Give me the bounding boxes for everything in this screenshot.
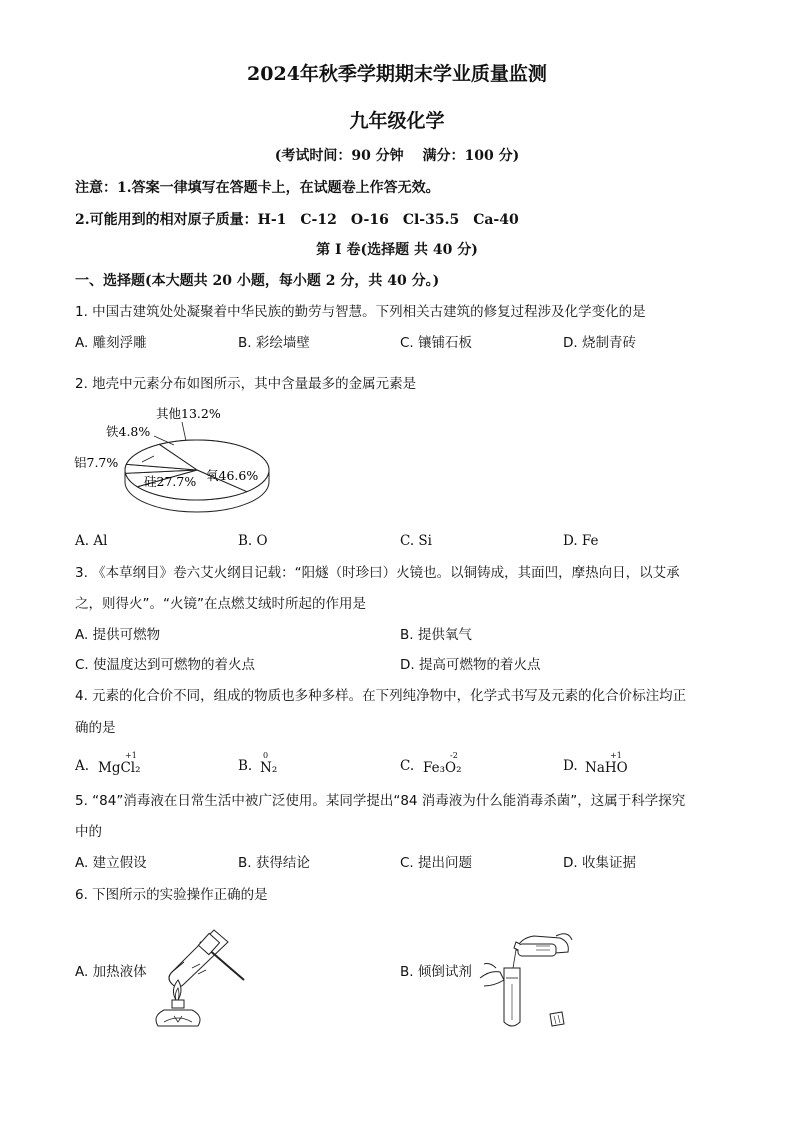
q4-d-valence: +1 (610, 751, 622, 760)
note-2: 2.可能用到的相对原子质量：H-1 C-12 O-16 Cl-35.5 Ca-40 (75, 212, 519, 228)
pie-label-silicon: 硅27.7% (144, 474, 197, 489)
q3-option-b: B. 提供氧气 (400, 627, 472, 643)
q4-stem-line2: 确的是 (75, 720, 116, 736)
q2-option-b: B. O (238, 533, 268, 549)
q5-option-b: B. 获得结论 (238, 855, 310, 871)
q4-option-c-label: C. (400, 758, 415, 774)
q5-stem-line1: 5. “84”消毒液在日常生活中被广泛使用。某同学提出“84 消毒液为什么能消毒杀菌”，这属于科学探究 (75, 793, 686, 809)
q2-option-a: A. Al (75, 533, 108, 549)
q2-stem: 2. 地壳中元素分布如图所示，其中含量最多的金属元素是 (75, 376, 417, 392)
heating-liquid-illustration (148, 918, 248, 1030)
q1-stem: 1. 中国古建筑处处凝聚着中华民族的勤劳与智慧。下列相关古建筑的修复过程涉及化学变化的是 (75, 304, 646, 320)
q2-option-c: C. Si (400, 533, 432, 549)
q4-option-d-formula (585, 751, 628, 776)
q4-d-formula-text: NaHO (585, 760, 628, 776)
q4-option-d-label: D. (563, 758, 578, 774)
q2-option-d: D. Fe (563, 533, 599, 549)
section1-title: 一、选择题(本大题共 20 小题，每小题 2 分，共 40 分。) (75, 273, 440, 289)
q1-option-a: A. 雕刻浮雕 (75, 335, 147, 351)
q4-b-formula-text: N₂ (260, 760, 278, 776)
pie-label-iron: 铁4.8% (106, 424, 151, 439)
q4-option-a-formula (98, 751, 141, 776)
q4-option-a-label: A. (75, 758, 90, 774)
pie-label-aluminium: 铝7.7% (74, 455, 119, 470)
q1-option-d: D. 烧制青砖 (563, 335, 636, 351)
pie-label-other: 其他13.2% (156, 406, 221, 421)
q3-option-a: A. 提供可燃物 (75, 627, 161, 643)
q1-option-c: C. 镶铺石板 (400, 335, 473, 351)
q3-option-d: D. 提高可燃物的着火点 (400, 657, 541, 673)
q6-option-b: B. 倾倒试剂 (400, 964, 472, 980)
q5-option-d: D. 收集证据 (563, 855, 636, 871)
q6-stem: 6. 下图所示的实验操作正确的是 (75, 887, 268, 903)
q5-option-a: A. 建立假设 (75, 855, 147, 871)
q4-a-formula-text: MgCl₂ (98, 760, 141, 776)
q5-stem-line2: 中的 (75, 824, 102, 840)
q4-a-valence: +1 (125, 751, 137, 760)
q3-option-c: C. 使温度达到可燃物的着火点 (75, 657, 256, 673)
q1-option-b: B. 彩绘墙壁 (238, 335, 310, 351)
exam-title: 2024年秋季学期期末学业质量监测 (247, 63, 547, 85)
pie-label-oxygen: 氧46.6% (206, 468, 259, 483)
q4-c-valence: -2 (450, 751, 458, 760)
q4-option-b-label: B. (238, 758, 253, 774)
q4-b-valence: 0 (263, 751, 269, 760)
pouring-reagent-illustration (476, 924, 586, 1032)
q4-option-b-formula (260, 751, 278, 776)
q4-stem-line1: 4. 元素的化合价不同，组成的物质也多种多样。在下列纯净物中，化学式书写及元素的化合价标注均正 (75, 688, 687, 704)
q5-option-c: C. 提出问题 (400, 855, 473, 871)
crust-element-pie-chart (70, 398, 290, 523)
exam-info: (考试时间：90 分钟 满分：100 分) (274, 148, 520, 164)
q3-stem-line2: 之，则得火”。“火镜”在点燃艾绒时所起的作用是 (75, 596, 366, 612)
note-1: 注意：1.答案一律填写在答题卡上，在试题卷上作答无效。 (75, 180, 440, 196)
q3-stem-line1: 3. 《本草纲目》卷六艾火纲目记载：“阳燧（时珍曰）火镜也。以铜铸成，其面凹，摩热向日，以艾承 (75, 565, 680, 581)
q4-c-formula-text: Fe₃O₂ (423, 760, 462, 776)
part1-title: 第 I 卷(选择题 共 40 分) (316, 242, 478, 258)
exam-subject: 九年级化学 (349, 110, 445, 132)
q4-option-c-formula (423, 751, 462, 776)
q6-option-a: A. 加热液体 (75, 964, 147, 980)
